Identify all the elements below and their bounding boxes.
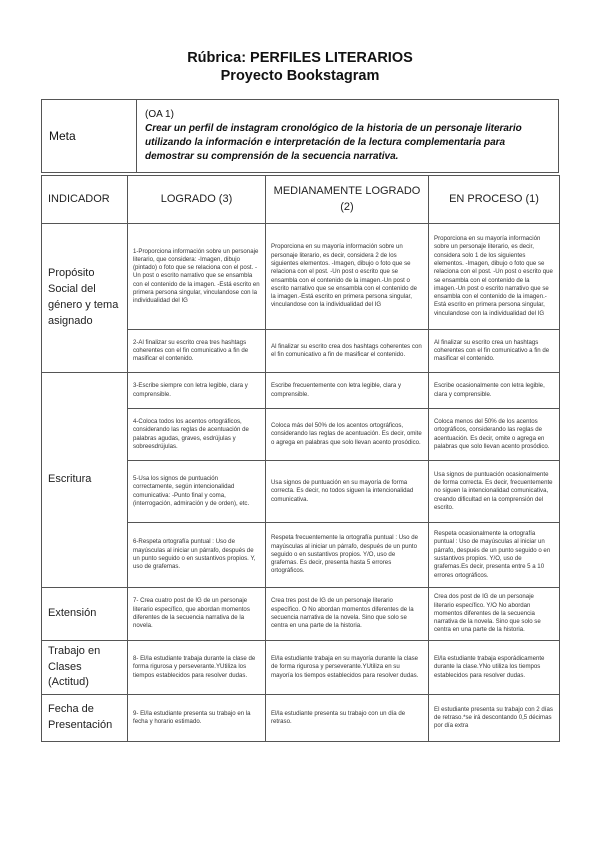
- rubric-table: [41, 175, 560, 742]
- cell-in-progress: Usa signos de puntuación ocasionalmente de forma correcta. Es decir, frecuentemente no siguen la intencionalidad comunicativa, creando dificultad en la comprensión del escrito.: [429, 461, 560, 523]
- indicator-class-work: Trabajo en Clases (Actitud): [42, 641, 128, 695]
- document-title: Rúbrica: PERFILES LITERARIOS: [187, 50, 413, 66]
- indicator-social-purpose: Propósito Social del género y tema asignado: [42, 224, 128, 373]
- cell-in-progress: Escribe ocasionalmente con letra legible, clara y comprensible.: [429, 373, 560, 409]
- cell-achieved: 7- Crea cuatro post de IG de un personaje literario específico, que abordan momentos diferentes de la secuencia narrativa de la novela.: [128, 588, 266, 641]
- table-row: [42, 695, 560, 742]
- indicator-writing: Escritura: [42, 373, 128, 588]
- indicator-due-date: Fecha de Presentación: [42, 695, 128, 742]
- goal-label: Meta: [42, 100, 137, 173]
- goal-code: (OA 1): [145, 109, 174, 121]
- cell-achieved: 3-Escribe siempre con letra legible, clara y comprensible.: [128, 373, 266, 409]
- document-subtitle: Proyecto Bookstagram: [220, 68, 380, 84]
- cell-in-progress: El/la estudiante trabaja esporádicamente durante la clase.YNo utiliza los tiempos establecidos para resolver dudas.: [429, 641, 560, 695]
- cell-partially-achieved: Al finalizar su escrito crea dos hashtags coherentes con el fin comunicativo a fin de masificar el contenido.: [266, 330, 429, 373]
- header-row: [42, 176, 560, 224]
- cell-partially-achieved: Proporciona en su mayoría información sobre un personaje literario, es decir, considera 2 de los siguientes elementos. -Imagen, dibujo o foto que se relaciona con el post. -Un post o escrito que se ensambla con el contenido de la imagen.-Un post o escrito narrativo que se ensambla con el contenido de la imagen.-Está escrito en primera persona singular, vinculandose con la individualidad del IG: [266, 224, 429, 330]
- cell-in-progress: Respeta ocasionalmente la ortografía puntual : Uso de mayúsculas al iniciar un párrafo, después de un punto seguido o en sustantivos propios. Y/O, uso de grafemas.Es decir, presenta entre 5 a 10 errores ortográficos.: [429, 523, 560, 588]
- cell-partially-achieved: Usa signos de puntuación en su mayoría de forma correcta. Es decir, no todos siguen la intencionalidad comunicativa.: [266, 461, 429, 523]
- cell-partially-achieved: El/la estudiante trabaja en su mayoría durante la clase de forma rigurosa y perseverante.YUtiliza en su mayoría los tiempos establecidos para resolver dudas.: [266, 641, 429, 695]
- cell-achieved: 4-Coloca todos los acentos ortográficos, considerando las reglas de acentuación de palabras agudas, graves, esdrújulas y sobreesdrújulas.: [128, 409, 266, 461]
- cell-achieved: 2-Al finalizar su escrito crea tres hashtags coherentes con el fin comunicativo a fin de masificar el contenido.: [128, 330, 266, 373]
- cell-in-progress: El estudiante presenta su trabajo con 2 días de retraso.*se irá descontando 0,5 décimas por día extra: [429, 695, 560, 742]
- table-row: [42, 373, 560, 409]
- header-partially-achieved: MEDIANAMENTE LOGRADO (2): [266, 176, 429, 224]
- table-row: [42, 224, 560, 330]
- goal-text: Crear un perfil de instagram cronológico de la historia de un personaje literario utilizando la información e interpretación de la lectura complementaria para demostrar su comprensión de la secuencia narrativa.: [145, 123, 522, 162]
- header-indicator: INDICADOR: [42, 176, 128, 224]
- cell-partially-achieved: Crea tres post de IG de un personaje literario específico. O No abordan momentos diferentes de la secuencia narrativa de la novela. Sino que solo se centra en una parte de la historia.: [266, 588, 429, 641]
- goal-content: [137, 100, 559, 173]
- header-achieved: LOGRADO (3): [128, 176, 266, 224]
- cell-partially-achieved: Escribe frecuentemente con letra legible, clara y comprensible.: [266, 373, 429, 409]
- cell-partially-achieved: Coloca más del 50% de los acentos ortográficos, considerando las reglas de acentuación. Es decir, omite o agrega en palabras que solo llevan acento prosódico.: [266, 409, 429, 461]
- cell-achieved: 1-Proporciona información sobre un personaje literario, que considera: -Imagen, dibujo (pintado) o foto que se relaciona con el post. -Un post o escrito narrativo que se ensambla con el contenido de la imagen. -Está escrito en primera persona singular, vinculandose con la individualidad del IG: [128, 224, 266, 330]
- cell-in-progress: Crea dos post de IG de un personaje literario específico. Y/O No abordan momentos diferentes de la secuencia narrativa de la novela. Sino que solo se centra en una parte de la historia.: [429, 588, 560, 641]
- cell-in-progress: Al finalizar su escrito crea un hashtags coherentes con el fin comunicativo a fin de masificar el contenido.: [429, 330, 560, 373]
- goal-table: [41, 99, 559, 173]
- cell-achieved: 5-Usa los signos de puntuación correctamente, según intencionalidad comunicativa: -Punto final y coma, (interrogación, admiración y de orden), etc.: [128, 461, 266, 523]
- cell-achieved: 6-Respeta ortografía puntual : Uso de mayúsculas al iniciar un párrafo, después de un punto seguido o en sustantivos propios. Y, uso de grafemas.: [128, 523, 266, 588]
- indicator-length: Extensión: [42, 588, 128, 641]
- cell-achieved: 9- El/la estudiante presenta su trabajo en la fecha y horario estimado.: [128, 695, 266, 742]
- table-row: [42, 641, 560, 695]
- cell-achieved: 8- El/la estudiante trabaja durante la clase de forma rigurosa y perseverante.YUtiliza los tiempos establecidos para resolver dudas.: [128, 641, 266, 695]
- table-row: [42, 588, 560, 641]
- cell-partially-achieved: El/la estudiante presenta su trabajo con un día de retraso.: [266, 695, 429, 742]
- cell-in-progress: Coloca menos del 50% de los acentos ortográficos, considerando las reglas de acentuación. Es decir, omite o agrega en palabras que solo llevan acento prosódico.: [429, 409, 560, 461]
- cell-partially-achieved: Respeta frecuentemente la ortografía puntual : Uso de mayúsculas al iniciar un párrafo, después de un punto seguido o en sustantivos propios. Y/O, uso de grafemas. Es decir, presenta hasta 5 errores ortográficos.: [266, 523, 429, 588]
- cell-in-progress: Proporciona en su mayoría información sobre un personaje literario, es decir, considera solo 1 de los siguientes elementos. -Imagen, dibujo o foto que se relaciona con el post. -Un post o escrito que se ensambla con el contenido de la imagen.-Un post o escrito narrativo que se ensambla con el contenido de la imagen.-Está escrito en primera persona singular, vinculandose con la individualidad del IG: [429, 224, 560, 330]
- header-in-progress: EN PROCESO (1): [429, 176, 560, 224]
